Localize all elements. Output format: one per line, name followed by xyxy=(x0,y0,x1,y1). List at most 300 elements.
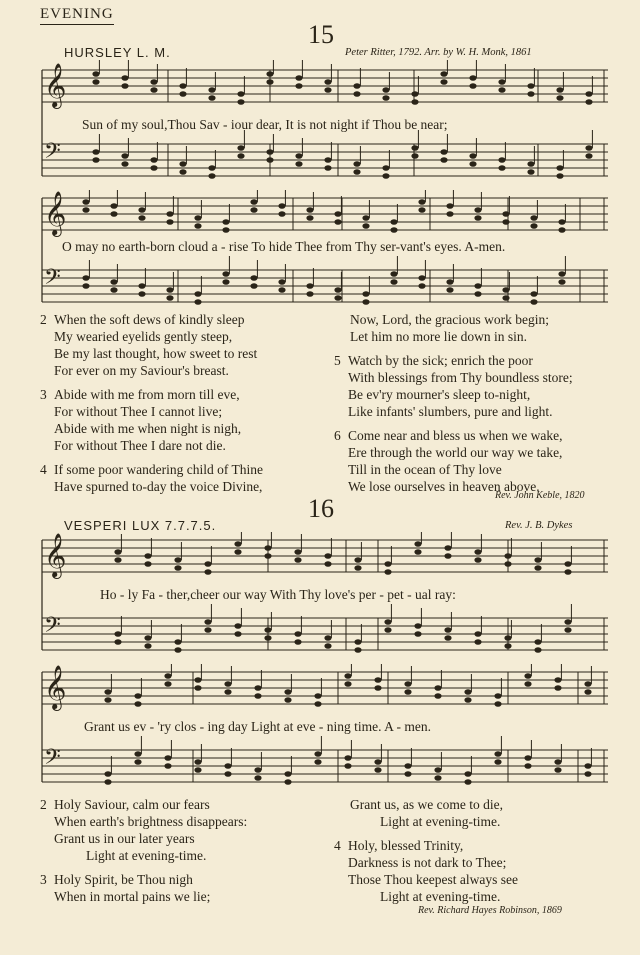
note-head xyxy=(134,701,141,707)
note-head xyxy=(306,215,313,221)
note-head xyxy=(494,701,501,707)
note-head xyxy=(374,759,381,765)
note-head xyxy=(294,549,301,555)
note-head xyxy=(234,631,241,637)
note-head xyxy=(237,91,244,97)
note-head xyxy=(584,763,591,769)
note-head xyxy=(530,291,537,297)
verse-number: 3 xyxy=(40,872,47,887)
note-head xyxy=(384,619,391,625)
note-head xyxy=(502,287,509,293)
note-head xyxy=(434,693,441,699)
note-head xyxy=(324,165,331,171)
note-head xyxy=(334,287,341,293)
verse-line: Abide with me from morn till eve, xyxy=(54,387,240,402)
note-head xyxy=(411,145,418,151)
note-head xyxy=(502,211,509,217)
lyric-line-16-2: Grant us ev - 'ry clos - ing day Light at eve - ning time. A - men. xyxy=(84,719,431,734)
note-head xyxy=(110,287,117,293)
verse-line: Grant us in our later years xyxy=(54,831,195,846)
note-head xyxy=(498,157,505,163)
note-head xyxy=(382,95,389,101)
note-head xyxy=(306,283,313,289)
note-head xyxy=(556,87,563,93)
note-head xyxy=(150,87,157,93)
note-head xyxy=(414,631,421,637)
verse-line: My wearied eyelids gently steep, xyxy=(54,329,233,344)
note-head xyxy=(278,203,285,209)
note-head xyxy=(382,165,389,171)
note-head xyxy=(498,79,505,85)
note-head xyxy=(179,91,186,97)
composer-credit-15: Peter Ritter, 1792. Arr. by W. H. Monk, 1861 xyxy=(345,47,532,58)
verse-line: Till in the ocean of Thy love xyxy=(348,462,502,477)
note-head xyxy=(324,635,331,641)
note-head xyxy=(474,207,481,213)
note-head xyxy=(564,569,571,575)
note-head xyxy=(266,149,273,155)
lyric-line-16-1: Ho - ly Fa - ther,cheer our way With Thy love's per - pet - ual ray: xyxy=(100,587,456,602)
note-head xyxy=(558,227,565,233)
note-head xyxy=(585,99,592,105)
verse-line: Holy, blessed Trinity, xyxy=(348,838,464,853)
verse-line: With blessings from Thy boundless store; xyxy=(348,370,573,385)
section-heading: EVENING xyxy=(40,6,114,25)
note-head xyxy=(179,83,186,89)
note-head xyxy=(494,693,501,699)
note-head xyxy=(295,161,302,167)
note-head xyxy=(502,219,509,225)
note-head xyxy=(204,561,211,567)
note-head xyxy=(208,95,215,101)
note-head xyxy=(224,689,231,695)
note-head xyxy=(344,681,351,687)
note-head xyxy=(362,223,369,229)
verse-number: 2 xyxy=(40,312,47,327)
hymn-number-16: 16 xyxy=(308,494,334,523)
verse-line: Like infants' slumbers, pure and light. xyxy=(348,404,553,419)
note-head xyxy=(469,75,476,81)
note-head xyxy=(144,643,151,649)
note-head xyxy=(138,291,145,297)
note-head xyxy=(110,211,117,217)
note-head xyxy=(354,647,361,653)
note-head xyxy=(354,557,361,563)
verse-line: Holy Spirit, be Thou nigh xyxy=(54,872,193,887)
note-head xyxy=(204,569,211,575)
note-head xyxy=(334,295,341,301)
note-head xyxy=(584,681,591,687)
lyric-line-15-1: Sun of my soul,Thou Sav - iour dear, It is not night if Thou be near; xyxy=(82,117,448,132)
note-head xyxy=(534,565,541,571)
note-head xyxy=(354,639,361,645)
note-head xyxy=(534,647,541,653)
note-head xyxy=(194,223,201,229)
note-head xyxy=(564,561,571,567)
note-head xyxy=(150,157,157,163)
note-head xyxy=(82,207,89,213)
note-head xyxy=(144,553,151,559)
note-head xyxy=(222,279,229,285)
note-head xyxy=(434,775,441,781)
note-head xyxy=(208,173,215,179)
note-head xyxy=(344,673,351,679)
note-head xyxy=(278,287,285,293)
note-head xyxy=(194,215,201,221)
verse-number: 4 xyxy=(40,462,47,477)
composer-credit-16: Rev. J. B. Dykes xyxy=(505,520,573,531)
note-head xyxy=(295,153,302,159)
author-credit-15: Rev. John Keble, 1820 xyxy=(495,490,585,501)
note-head xyxy=(474,291,481,297)
hymn-number-15: 15 xyxy=(308,20,334,49)
note-head xyxy=(324,79,331,85)
note-head xyxy=(474,215,481,221)
note-head xyxy=(374,677,381,683)
note-head xyxy=(494,751,501,757)
note-head xyxy=(444,545,451,551)
note-head xyxy=(144,561,151,567)
note-head xyxy=(390,227,397,233)
verse-number: 6 xyxy=(334,428,341,443)
treble-clef-icon: 𝄞 xyxy=(44,63,67,107)
note-head xyxy=(556,165,563,171)
verse-line: Watch by the sick; enrich the poor xyxy=(348,353,533,368)
lyric-line-15-2: O may no earth-born cloud a - rise To hide Thee from Thy ser-vant's eyes. A-men. xyxy=(62,239,506,254)
note-head xyxy=(469,161,476,167)
note-head xyxy=(224,771,231,777)
note-head xyxy=(440,71,447,77)
bass-clef-icon: 𝄢 xyxy=(44,265,61,295)
note-head xyxy=(174,565,181,571)
note-head xyxy=(164,681,171,687)
note-head xyxy=(418,199,425,205)
verse-line: We lose ourselves in heaven above. xyxy=(348,479,540,494)
note-head xyxy=(82,199,89,205)
note-head xyxy=(554,677,561,683)
note-head xyxy=(474,639,481,645)
note-head xyxy=(92,71,99,77)
note-head xyxy=(138,215,145,221)
note-head xyxy=(82,283,89,289)
note-head xyxy=(324,643,331,649)
note-head xyxy=(104,697,111,703)
note-head xyxy=(584,771,591,777)
note-head xyxy=(558,219,565,225)
note-head xyxy=(534,557,541,563)
note-head xyxy=(110,279,117,285)
note-head xyxy=(404,689,411,695)
note-head xyxy=(164,763,171,769)
note-head xyxy=(498,87,505,93)
note-head xyxy=(150,79,157,85)
note-head xyxy=(446,279,453,285)
note-head xyxy=(166,219,173,225)
note-head xyxy=(194,299,201,305)
note-head xyxy=(384,627,391,633)
note-head xyxy=(353,169,360,175)
treble-clef-icon: 𝄞 xyxy=(44,533,67,577)
note-head xyxy=(498,165,505,171)
note-head xyxy=(411,99,418,105)
note-head xyxy=(266,71,273,77)
verse-line: Ere through the world our way we take, xyxy=(348,445,563,460)
note-head xyxy=(434,767,441,773)
note-head xyxy=(469,153,476,159)
note-head xyxy=(353,161,360,167)
note-head xyxy=(234,623,241,629)
note-head xyxy=(92,79,99,85)
note-head xyxy=(324,553,331,559)
note-head xyxy=(194,685,201,691)
note-head xyxy=(444,627,451,633)
note-head xyxy=(204,619,211,625)
note-head xyxy=(434,685,441,691)
note-head xyxy=(534,639,541,645)
note-head xyxy=(494,759,501,765)
note-head xyxy=(224,681,231,687)
note-head xyxy=(104,771,111,777)
note-head xyxy=(374,685,381,691)
note-head xyxy=(294,557,301,563)
note-head xyxy=(174,639,181,645)
note-head xyxy=(204,627,211,633)
note-head xyxy=(284,697,291,703)
note-head xyxy=(250,283,257,289)
note-head xyxy=(440,149,447,155)
note-head xyxy=(179,169,186,175)
note-head xyxy=(502,295,509,301)
note-head xyxy=(464,689,471,695)
bass-clef-icon: 𝄢 xyxy=(44,139,61,169)
verse-number: 5 xyxy=(334,353,341,368)
note-head xyxy=(138,207,145,213)
note-head xyxy=(179,161,186,167)
verse-line: Be my last thought, how sweet to rest xyxy=(54,346,258,361)
treble-clef-icon: 𝄞 xyxy=(44,665,67,709)
note-head xyxy=(266,79,273,85)
note-head xyxy=(404,763,411,769)
note-head xyxy=(382,87,389,93)
note-head xyxy=(530,299,537,305)
note-head xyxy=(556,95,563,101)
verse-line: Grant us, as we come to die, xyxy=(350,797,503,812)
note-head xyxy=(134,759,141,765)
note-head xyxy=(440,79,447,85)
note-head xyxy=(104,779,111,785)
note-head xyxy=(250,199,257,205)
note-head xyxy=(354,565,361,571)
note-head xyxy=(121,83,128,89)
note-head xyxy=(524,681,531,687)
bass-clef-icon: 𝄢 xyxy=(44,745,61,775)
tune-name-15: HURSLEY L. M. xyxy=(64,45,171,60)
note-head xyxy=(222,219,229,225)
note-head xyxy=(446,287,453,293)
note-head xyxy=(524,673,531,679)
note-head xyxy=(374,767,381,773)
note-head xyxy=(222,271,229,277)
verse-line: When the soft dews of kindly sleep xyxy=(54,312,245,327)
verse-line: Those Thou keepest always see xyxy=(348,872,518,887)
note-head xyxy=(294,639,301,645)
note-head xyxy=(254,775,261,781)
note-head xyxy=(524,755,531,761)
note-head xyxy=(414,623,421,629)
note-head xyxy=(530,223,537,229)
verse-line: When in mortal pains we lie; xyxy=(54,889,211,904)
note-head xyxy=(264,627,271,633)
note-head xyxy=(166,287,173,293)
note-head xyxy=(504,561,511,567)
note-head xyxy=(194,677,201,683)
note-head xyxy=(474,283,481,289)
note-head xyxy=(264,635,271,641)
note-head xyxy=(114,549,121,555)
note-head xyxy=(314,759,321,765)
note-head xyxy=(121,161,128,167)
verse-line: For ever on my Saviour's breast. xyxy=(54,363,229,378)
note-head xyxy=(254,767,261,773)
note-head xyxy=(114,631,121,637)
note-head xyxy=(314,693,321,699)
note-head xyxy=(114,639,121,645)
note-head xyxy=(92,149,99,155)
note-head xyxy=(234,549,241,555)
note-head xyxy=(584,689,591,695)
note-head xyxy=(585,91,592,97)
note-head xyxy=(411,153,418,159)
note-head xyxy=(266,157,273,163)
note-head xyxy=(384,561,391,567)
note-head xyxy=(404,771,411,777)
note-head xyxy=(554,685,561,691)
note-head xyxy=(414,549,421,555)
note-head xyxy=(314,701,321,707)
verse-line: Light at evening-time. xyxy=(380,814,501,829)
note-head xyxy=(134,751,141,757)
note-head xyxy=(440,157,447,163)
verse-number: 3 xyxy=(40,387,47,402)
note-head xyxy=(164,673,171,679)
note-head xyxy=(390,219,397,225)
note-head xyxy=(224,763,231,769)
note-head xyxy=(411,91,418,97)
note-head xyxy=(527,83,534,89)
note-head xyxy=(194,759,201,765)
note-head xyxy=(295,83,302,89)
note-head xyxy=(554,767,561,773)
note-head xyxy=(237,145,244,151)
verse-number: 4 xyxy=(334,838,341,853)
treble-clef-icon: 𝄞 xyxy=(44,191,67,235)
note-head xyxy=(194,291,201,297)
note-head xyxy=(504,643,511,649)
verse-line: When earth's brightness disappears: xyxy=(54,814,248,829)
note-head xyxy=(446,203,453,209)
verse-line: For without Thee I cannot live; xyxy=(54,404,223,419)
note-head xyxy=(444,635,451,641)
note-head xyxy=(474,549,481,555)
note-head xyxy=(504,635,511,641)
verse-line: Darkness is not dark to Thee; xyxy=(348,855,507,870)
note-head xyxy=(446,211,453,217)
note-head xyxy=(208,165,215,171)
note-head xyxy=(404,681,411,687)
note-head xyxy=(418,275,425,281)
note-head xyxy=(278,279,285,285)
note-head xyxy=(324,157,331,163)
note-head xyxy=(527,91,534,97)
note-head xyxy=(418,207,425,213)
note-head xyxy=(121,153,128,159)
note-head xyxy=(353,91,360,97)
note-head xyxy=(384,569,391,575)
note-head xyxy=(250,275,257,281)
note-head xyxy=(353,83,360,89)
note-head xyxy=(418,283,425,289)
note-head xyxy=(314,751,321,757)
note-head xyxy=(390,271,397,277)
note-head xyxy=(234,541,241,547)
note-head xyxy=(469,83,476,89)
note-head xyxy=(144,635,151,641)
note-head xyxy=(150,165,157,171)
note-head xyxy=(464,771,471,777)
note-head xyxy=(254,685,261,691)
note-head xyxy=(585,145,592,151)
note-head xyxy=(121,75,128,81)
note-head xyxy=(164,755,171,761)
note-head xyxy=(222,227,229,233)
note-head xyxy=(344,763,351,769)
verse-line: If some poor wandering child of Thine xyxy=(54,462,263,477)
note-head xyxy=(558,271,565,277)
note-head xyxy=(554,759,561,765)
note-head xyxy=(564,619,571,625)
note-head xyxy=(585,153,592,159)
note-head xyxy=(92,157,99,163)
note-head xyxy=(556,173,563,179)
note-head xyxy=(284,689,291,695)
note-head xyxy=(324,87,331,93)
note-head xyxy=(474,557,481,563)
note-head xyxy=(250,207,257,213)
note-head xyxy=(530,215,537,221)
verse-line: Abide with me when night is nigh, xyxy=(54,421,242,436)
note-head xyxy=(344,755,351,761)
note-head xyxy=(414,541,421,547)
author-credit-16: Rev. Richard Hayes Robinson, 1869 xyxy=(418,905,562,916)
tune-name-16: VESPERI LUX 7.7.7.5. xyxy=(64,518,217,533)
note-head xyxy=(524,763,531,769)
note-head xyxy=(390,279,397,285)
note-head xyxy=(444,553,451,559)
note-head xyxy=(474,631,481,637)
note-head xyxy=(382,173,389,179)
note-head xyxy=(237,99,244,105)
verse-line: Have spurned to-day the voice Divine, xyxy=(54,479,263,494)
note-head xyxy=(166,211,173,217)
note-head xyxy=(174,557,181,563)
note-head xyxy=(464,697,471,703)
note-head xyxy=(306,207,313,213)
note-head xyxy=(334,219,341,225)
verse-line: Light at evening-time. xyxy=(86,848,207,863)
note-head xyxy=(208,87,215,93)
note-head xyxy=(527,169,534,175)
note-head xyxy=(110,203,117,209)
